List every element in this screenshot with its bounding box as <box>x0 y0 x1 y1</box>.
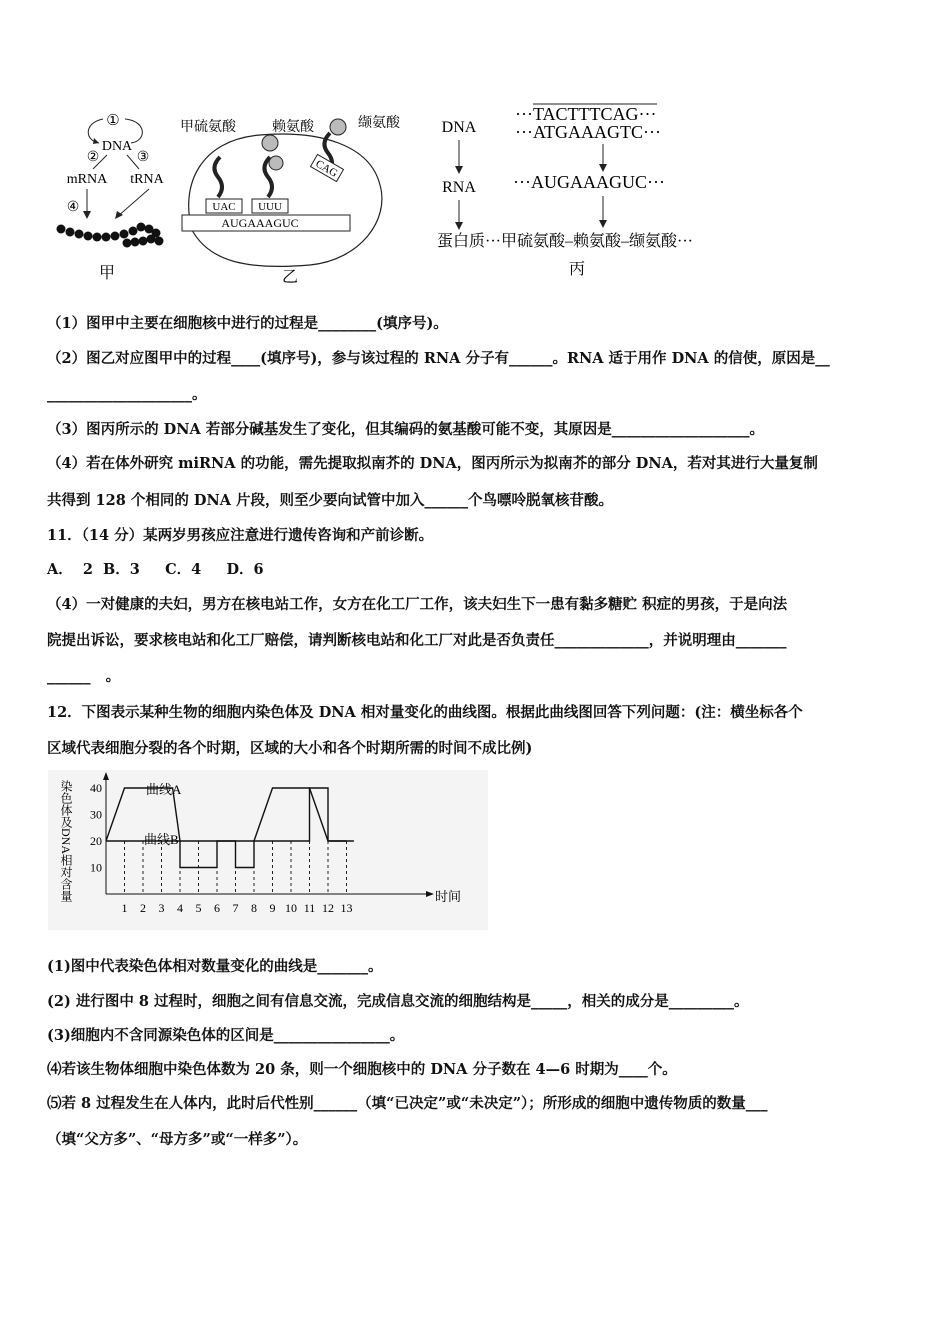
x-tick-label: 3 <box>158 901 165 915</box>
x-tick-label: 4 <box>177 901 183 915</box>
dna-label: DNA <box>101 139 133 154</box>
label-curve-b: 曲线B <box>144 832 179 847</box>
circle-3: ③ <box>136 150 150 165</box>
q11-stem: 11．（14 分）某两岁男孩应注意进行遗传咨询和产前诊断。 <box>47 527 434 544</box>
x-tick-label: 13 <box>340 901 353 915</box>
x-tick-label: 6 <box>214 901 220 915</box>
rna-sequence: ···AUGAAAGUC··· <box>513 172 665 192</box>
protein-chain: 蛋白质···甲硫氨酸–赖氨酸–缬氨酸··· <box>437 233 693 250</box>
q12-part2: (2) 进行图中 8 过程时，细胞之间有信息交流，完成信息交流的细胞结构是_____，相关的成分是_________。 <box>47 993 749 1010</box>
aa-val-label: 缬氨酸 <box>358 116 400 131</box>
anticodon-uac: UAC <box>212 201 236 213</box>
x-tick-label: 1 <box>121 901 128 915</box>
q10-part4b: 共得到 128 个相同的 DNA 片段，则至少要向试管中加入______个鸟嘌呤脱氧核苷酸。 <box>47 492 614 509</box>
trna-label: tRNA <box>130 172 164 187</box>
x-tick-label: 11 <box>303 901 316 915</box>
q10-part3: （3）图丙所示的 DNA 若部分碱基发生了变化，但其编码的氨基酸可能不变，其原因是___________________。 <box>47 421 765 438</box>
q12-part5b: （填“父方多”、“母方多”或“一样多”）。 <box>47 1131 308 1148</box>
x-tick-label: 10 <box>285 901 297 915</box>
q12-part3: (3)细胞内不含同源染色体的区间是________________。 <box>47 1027 405 1044</box>
figure-jia <box>55 105 180 285</box>
caption-bing: 丙 <box>568 261 586 278</box>
mrna-sequence: AUGAAAGUC <box>221 216 299 230</box>
x-tick-label: 7 <box>232 901 239 915</box>
y-tick-label: 10 <box>90 860 102 875</box>
circle-1: ① <box>106 113 120 129</box>
x-tick-label: 9 <box>269 901 276 915</box>
x-tick-label: 2 <box>140 901 146 915</box>
chart-ylabel: 染色体及DNA相对含量 <box>59 780 73 902</box>
q11-part4b: 院提出诉讼，要求核电站和化工厂赔偿，请判断核电站和化工厂对此是否负责任_____________，并说明理由_______ <box>47 632 787 649</box>
x-tick-label: 12 <box>322 901 334 915</box>
aa-lys-label: 赖氨酸 <box>272 120 314 135</box>
anticodon-cag: CAG <box>313 157 340 180</box>
caption-jia: 甲 <box>98 265 116 282</box>
figure-bing <box>435 100 725 285</box>
q10-part1: （1）图甲中主要在细胞核中进行的过程是________(填序号)。 <box>47 315 448 332</box>
y-tick-label: 30 <box>90 807 102 822</box>
q10-part2b: ____________________。 <box>47 386 207 403</box>
q12-part4: ⑷若该生物体细胞中染色体数为 20 条，则一个细胞核中的 DNA 分子数在 4—6 时期为____个。 <box>47 1061 677 1078</box>
q11-part4c: ______ 。 <box>47 668 121 685</box>
q10-part4a: （4）若在体外研究 miRNA 的功能，需先提取拟南芥的 DNA，图丙所示为拟南芥的部分 DNA，若对其进行大量复制 <box>47 455 818 472</box>
x-tick-label: 5 <box>195 901 202 915</box>
x-tick-label: 8 <box>251 901 257 915</box>
caption-yi: 乙 <box>281 269 299 285</box>
q11-part4a: （4）一对健康的夫妇，男方在核电站工作，女方在化工厂工作，该夫妇生下一患有黏多糖贮 积症的男孩，于是向法 <box>47 596 788 613</box>
y-tick-label: 40 <box>90 781 102 795</box>
label-curve-a: 曲线A <box>146 782 182 797</box>
anticodon-uuu: UUU <box>258 201 282 213</box>
q12-stem-a: 12．下图表示某种生物的细胞内染色体及 DNA 相对量变化的曲线图。根据此曲线图回答下列问题：(注：横坐标各个 <box>47 704 803 721</box>
dna-template-strand: ···TACTTTCAG··· <box>515 104 657 124</box>
chart-xlabel: 时间 <box>435 889 462 904</box>
dna-label-bing: DNA <box>441 119 477 136</box>
q10-part2a: （2）图乙对应图甲中的过程____(填序号)，参与该过程的 RNA 分子有______。RNA 适于用作 DNA 的信使，原因是__ <box>47 350 830 367</box>
q11-options: A． 2 B．3 C．4 D．6 <box>47 561 264 578</box>
figure-yi <box>180 105 420 285</box>
dna-coding-strand: ···ATGAAAGTC··· <box>515 122 661 142</box>
chromosome-dna-chart <box>48 770 488 930</box>
circle-2: ② <box>86 150 100 165</box>
polypeptide-chain <box>57 223 164 248</box>
rna-label-bing: RNA <box>442 179 476 196</box>
aa-met-label: 甲硫氨酸 <box>180 120 236 135</box>
q12-part5a: ⑸若 8 过程发生在人体内，此时后代性别______（填“已决定”或“未决定”）；所形成的细胞中遗传物质的数量___ <box>47 1095 768 1112</box>
q12-part1: (1)图中代表染色体相对数量变化的曲线是_______。 <box>47 958 383 975</box>
circle-4: ④ <box>66 200 80 215</box>
mrna-label: mRNA <box>66 172 108 187</box>
q12-stem-b: 区域代表细胞分裂的各个时期，区域的大小和各个时期所需的时间不成比例) <box>47 740 533 757</box>
y-tick-label: 20 <box>90 834 102 848</box>
